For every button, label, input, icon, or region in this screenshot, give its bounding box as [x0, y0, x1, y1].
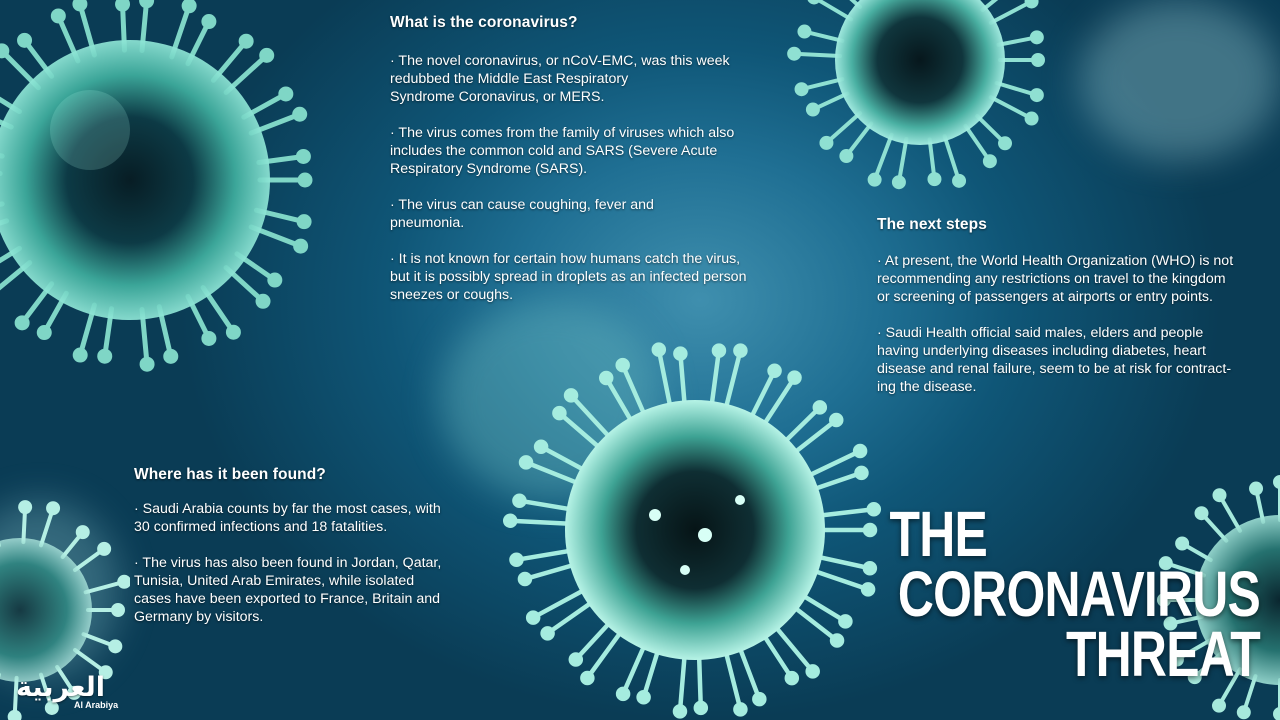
section-heading: The next steps [877, 216, 987, 233]
bullet-item: · The virus comes from the family of viruses which also includes the common cold and SARS (Severe Acute Respiratory Syndrome (SARS). [390, 125, 735, 177]
virus-illustration-top-right [780, 0, 1060, 200]
logo-english-text: Al Arabiya [74, 700, 119, 710]
bullet-item: · The virus can cause coughing, fever and pneumonia. [390, 197, 654, 231]
section-where-found [134, 466, 474, 644]
logo-arabic-text: العربية [16, 672, 105, 703]
section-heading: Where has it been found? [134, 466, 326, 483]
bullet-item: · It is not known for certain how humans catch the virus, but it is possibly spread in droplets as an infected person sneezes or coughs. [390, 251, 747, 303]
main-title [889, 498, 1261, 690]
bullet-item: · The virus has also been found in Jordan, Qatar, Tunisia, United Arab Emirates, while isolated cases have been exported to France, Britain and Germany by visitors. [134, 555, 442, 625]
section-next-steps [877, 216, 1262, 414]
title-line-2: CORONAVIRUS [897, 558, 1260, 630]
bullet-item: · Saudi Health official said males, elders and people having underlying diseases including diabetes, heart disease and renal failure, seem to be at risk for contract- ing the disease. [877, 325, 1232, 395]
title-line-3: THREAT [1065, 618, 1260, 690]
virus-illustration-large-left [0, 0, 340, 400]
virus-illustration-center [495, 330, 895, 720]
bullet-item: · The novel coronavirus, or nCoV-EMC, was this week redubbed the Middle East Respiratory Syndrome Coronavirus, or MERS. [390, 53, 730, 105]
al-arabiya-logo [16, 672, 126, 712]
background-glow [1080, 0, 1280, 160]
title-line-1: THE [889, 498, 987, 570]
bullet-item: · Saudi Arabia counts by far the most cases, with 30 confirmed infections and 18 fatalities. [134, 501, 441, 535]
section-heading: What is the coronavirus? [390, 14, 578, 31]
section-what-is-coronavirus [390, 14, 770, 322]
bullet-item: · At present, the World Health Organization (WHO) is not recommending any restrictions on travel to the kingdom or screening of passengers at airports or entry points. [877, 253, 1234, 305]
